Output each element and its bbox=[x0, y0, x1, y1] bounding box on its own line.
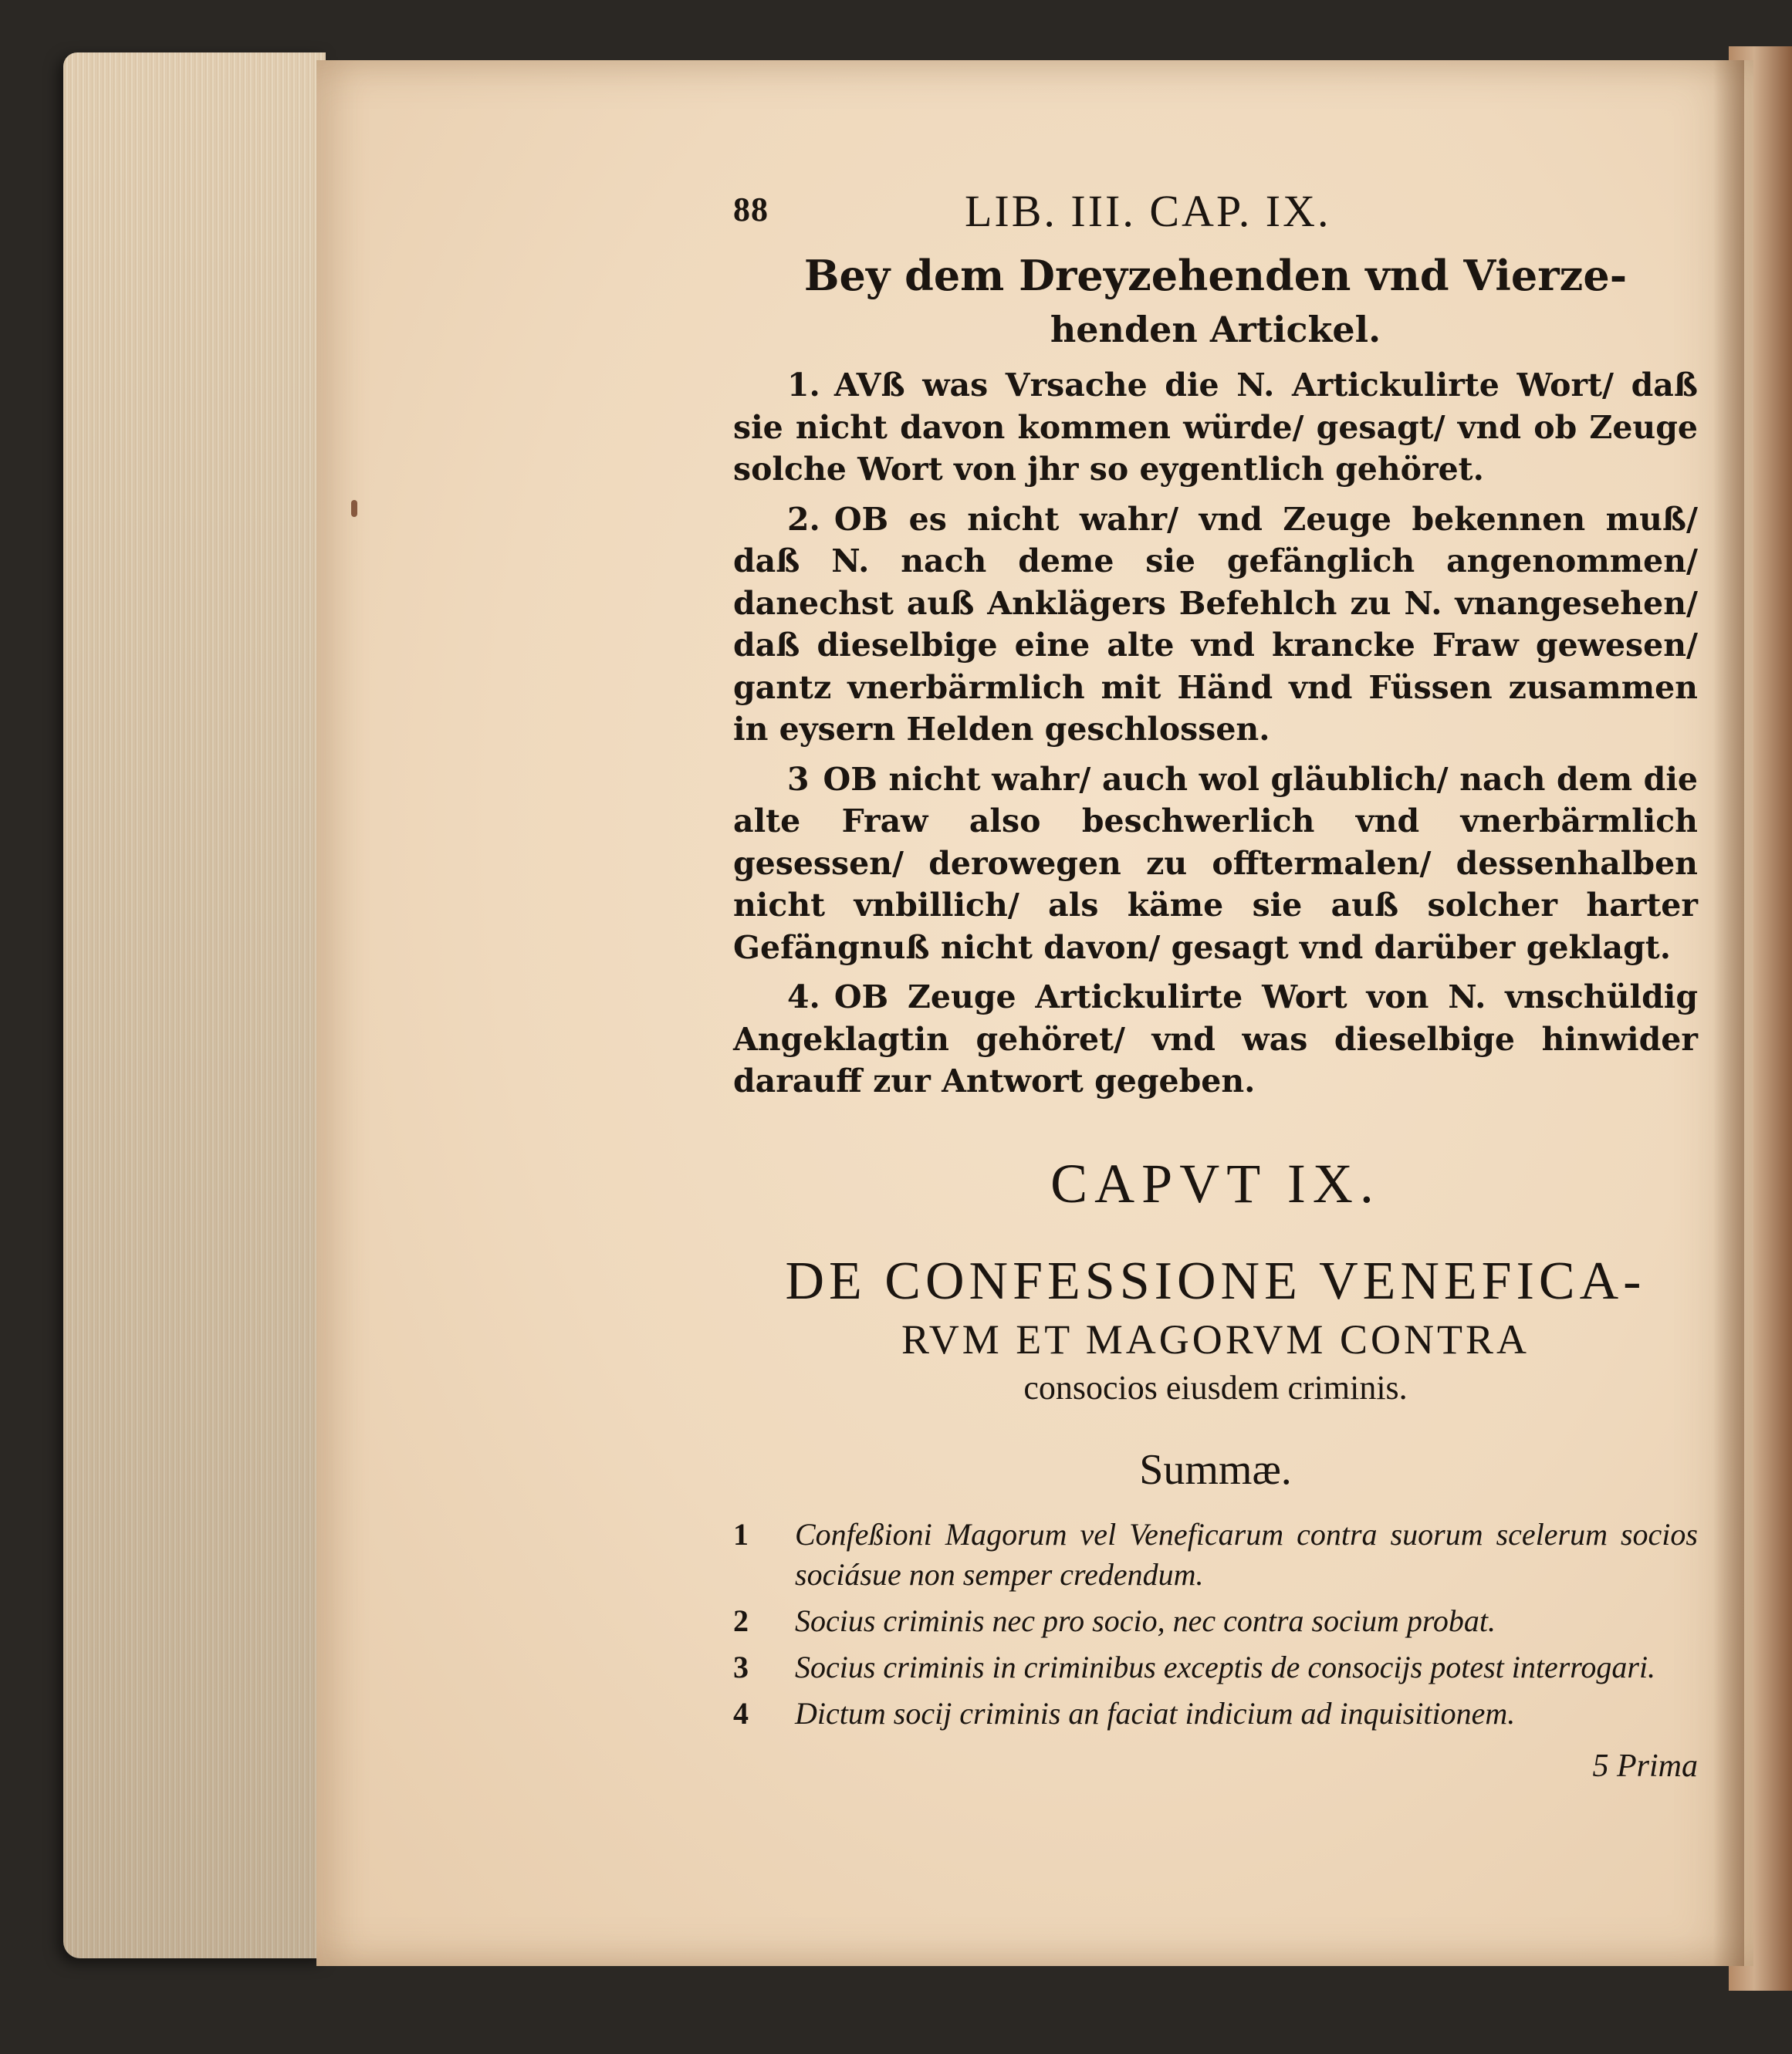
article-text: OB es nicht wahr/ vnd Zeuge bekennen muß/ daß N. nach deme sie gefänglich angenommen/ danechst auß Anklägers Befehlch zu N. vnangesehen/ daß dieselbige eine alte vnd krancke Fraw gewesen/ gantz vnerbärmlich mit Händ vnd Füssen zusammen in eysern Helden geschlossen. bbox=[733, 500, 1698, 748]
chapter-heading: CAPVT IX. bbox=[1050, 1152, 1381, 1214]
page-text bbox=[733, 185, 1698, 1785]
running-head bbox=[733, 185, 1698, 239]
section-heading bbox=[733, 248, 1698, 356]
article-number: 1. bbox=[787, 367, 820, 404]
article-number: 4. bbox=[787, 978, 820, 1015]
page-gutter bbox=[1713, 60, 1744, 1966]
summary-text: Confeßioni Magorum vel Veneficarum contra suorum scelerum socios sociásue non semper credendum. bbox=[795, 1516, 1698, 1592]
article-text: OB Zeuge Artickulirte Wort von N. vnschüldig Angeklagtin gehöret/ vnd was dieselbige hinwider darauff zur Antwort gegeben. bbox=[733, 978, 1698, 1100]
summary-text: Dictum socij criminis an faciat indicium ad inquisitionem. bbox=[795, 1695, 1516, 1731]
chapter-title bbox=[733, 1249, 1698, 1411]
summary-item bbox=[733, 1694, 1698, 1734]
article-text: OB nicht wahr/ auch wol gläublich/ nach dem die alte Fraw also beschwerlich vnd vnerbärmlich gesessen/ derowegen zu offtermalen/ dessenhalben nicht vnbillich/ als käme sie auß solcher harter Gefängnuß nicht davon/ gesagt vnd darüber geklagt. bbox=[733, 760, 1698, 966]
running-title: LIB. III. CAP. IX. bbox=[965, 186, 1331, 236]
summary-item bbox=[733, 1515, 1698, 1595]
chapter-title-line-3: consocios eiusdem criminis. bbox=[1023, 1368, 1408, 1407]
article-2 bbox=[733, 498, 1698, 751]
summary-text: Socius criminis in criminibus exceptis de consocijs potest interrogari. bbox=[795, 1649, 1656, 1684]
summary-number: 1 bbox=[733, 1516, 749, 1552]
section-heading-line-1: Bey dem Dreyzehenden vnd Vierze- bbox=[803, 251, 1628, 300]
summary-text: Socius criminis nec pro socio, nec contra socium probat. bbox=[795, 1603, 1496, 1638]
summary-number: 2 bbox=[733, 1603, 749, 1638]
chapter-title-line-1: DE CONFESSIONE VENEFICA- bbox=[785, 1251, 1646, 1311]
summary-item bbox=[733, 1601, 1698, 1641]
ink-spot bbox=[351, 500, 357, 517]
summary-item bbox=[733, 1647, 1698, 1687]
chapter-title-line-2: RVM ET MAGORVM CONTRA bbox=[901, 1316, 1530, 1363]
page-edges bbox=[63, 52, 326, 1958]
article-number: 3 bbox=[787, 760, 810, 798]
summary-number: 4 bbox=[733, 1695, 749, 1731]
article-number: 2. bbox=[787, 500, 820, 538]
page-number: 88 bbox=[733, 191, 769, 228]
catchword: 5 Prima bbox=[1592, 1748, 1698, 1784]
article-4 bbox=[733, 976, 1698, 1103]
section-heading-line-2: henden Artickel. bbox=[1050, 309, 1381, 350]
summaries-list bbox=[733, 1515, 1698, 1734]
article-text: AVß was Vrsache die N. Artickulirte Wort/ daß sie nicht davon kommen würde/ gesagt/ vnd ob Zeuge solche Wort von jhr so eygentlich gehöret. bbox=[733, 367, 1698, 488]
article-3 bbox=[733, 758, 1698, 969]
summaries-heading: Summæ. bbox=[1139, 1445, 1292, 1494]
article-1 bbox=[733, 364, 1698, 491]
summary-number: 3 bbox=[733, 1649, 749, 1684]
